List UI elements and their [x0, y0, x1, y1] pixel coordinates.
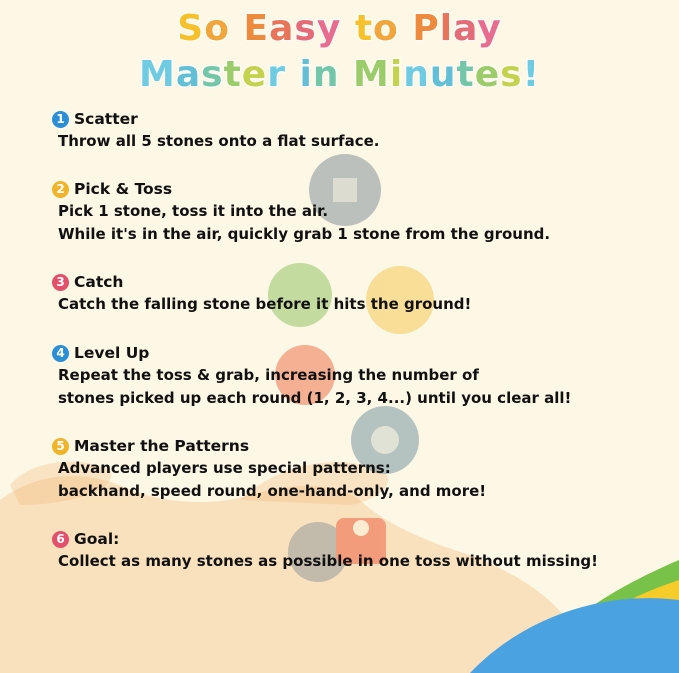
step-1: [52, 108, 652, 153]
step-title: Level Up: [74, 344, 150, 362]
step-title: Goal:: [74, 530, 120, 548]
step-title: Master the Patterns: [74, 437, 250, 455]
step-title: Catch: [74, 273, 124, 291]
step-6: [52, 528, 652, 573]
step-text: backhand, speed round, one-hand-only, and more!: [58, 482, 487, 500]
step-text: Catch the falling stone before it hits the ground!: [58, 295, 472, 313]
step-2: [52, 178, 652, 246]
step-number-badge: 5: [52, 438, 69, 455]
step-title: Scatter: [74, 110, 138, 128]
step-text: Throw all 5 stones onto a flat surface.: [58, 132, 380, 150]
step-4: [52, 342, 652, 410]
step-number-badge: 6: [52, 531, 69, 548]
step-title: Pick & Toss: [74, 180, 173, 198]
step-text: Advanced players use special patterns:: [58, 459, 391, 477]
step-number-badge: 3: [52, 274, 69, 291]
step-number-badge: 2: [52, 181, 69, 198]
step-text: stones picked up each round (1, 2, 3, 4...) until you clear all!: [58, 389, 572, 407]
step-number-badge: 4: [52, 345, 69, 362]
hand-illustration: [0, 476, 580, 673]
step-text: Collect as many stones as possible in one toss without missing!: [58, 552, 598, 570]
headline-line1: So Easy to Play: [177, 8, 502, 49]
step-text: Pick 1 stone, toss it into the air.: [58, 202, 329, 220]
headline-line2: Master in Minutes!: [139, 54, 540, 95]
step-text: Repeat the toss & grab, increasing the number of: [58, 366, 479, 384]
step-5: [52, 435, 652, 503]
step-number-badge: 1: [52, 111, 69, 128]
step-3: [52, 271, 652, 316]
step-text: While it's in the air, quickly grab 1 stone from the ground.: [58, 225, 551, 243]
